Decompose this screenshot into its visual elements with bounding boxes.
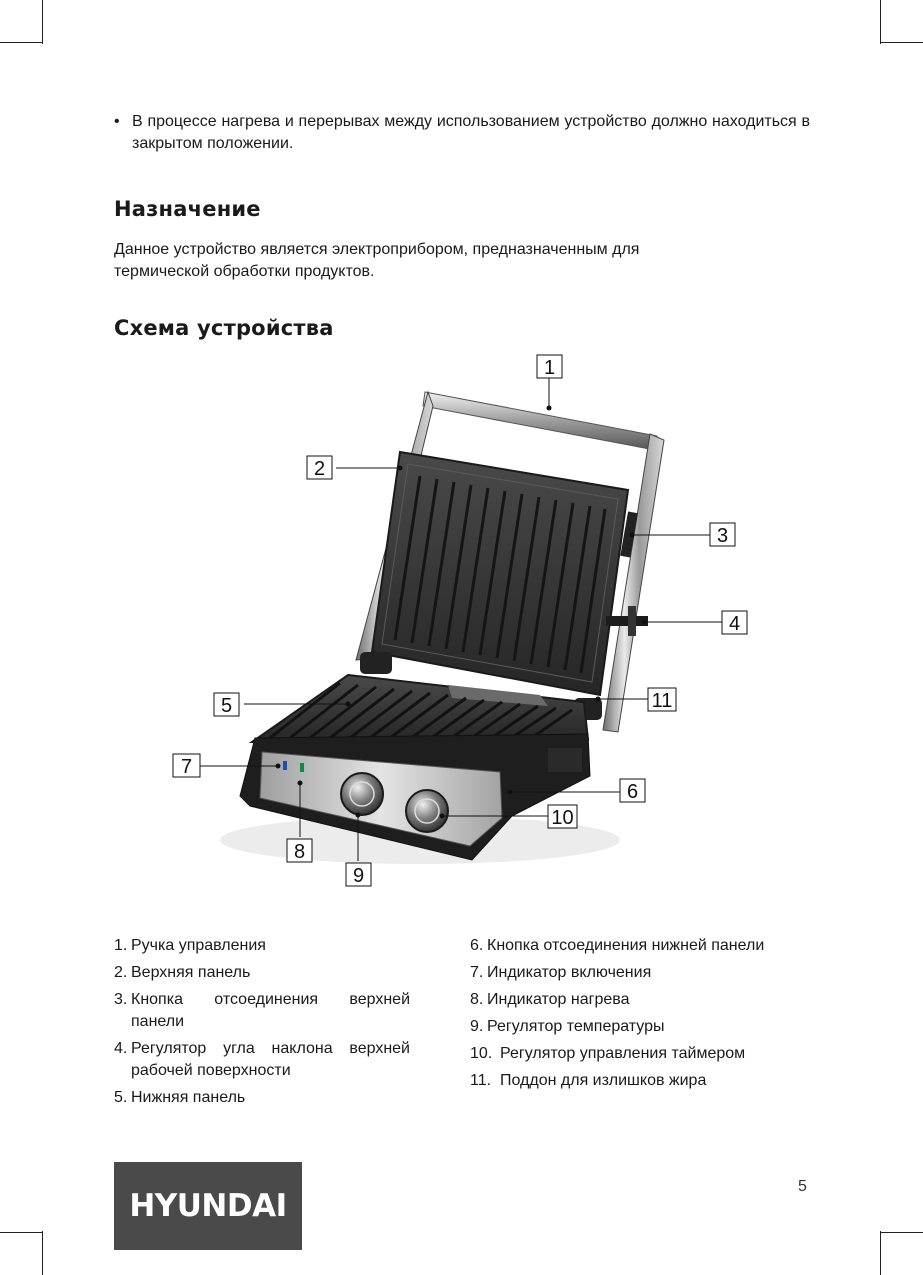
parts-list-left (114, 935, 410, 1114)
item-number: 7. (470, 964, 484, 981)
item-label: Кнопка отсоединения верхней панели (131, 991, 410, 1030)
item-label: Регулятор управления таймером (500, 1045, 746, 1062)
item-number: 10. (470, 1045, 493, 1062)
crop-mark (0, 42, 42, 43)
callout-label: 2 (313, 458, 326, 480)
item-number: 8. (470, 991, 484, 1008)
callout-4 (722, 611, 747, 635)
angle-regulator (606, 616, 648, 626)
purpose-text: Данное устройство является электроприбором, предназначенным для термической обработки продуктов. (114, 241, 640, 280)
callout-9 (346, 863, 371, 887)
item-number: 1. (114, 937, 128, 954)
callout-label: 6 (626, 781, 639, 803)
callout-label: 1 (543, 357, 556, 379)
callout-label: 9 (352, 865, 365, 887)
bullet-icon: • (114, 113, 120, 130)
grill-diagram (0, 340, 923, 900)
intro-bullet-text: В процессе нагрева и перерывах между использованием устройство должно находиться в закрытом положении. (132, 113, 810, 152)
callout-label: 7 (180, 756, 193, 778)
list-item (470, 935, 815, 957)
item-number: 6. (470, 937, 484, 954)
callout-7 (173, 754, 200, 778)
callout-label: 11 (651, 690, 673, 712)
callout-8 (287, 839, 312, 863)
item-number: 4. (114, 1040, 128, 1057)
timer-knob (406, 790, 448, 832)
callout-11 (648, 688, 676, 712)
list-item (470, 989, 815, 1011)
item-label: Поддон для излишков жира (500, 1072, 707, 1089)
list-item (114, 989, 410, 1033)
list-item (470, 1043, 815, 1065)
callout-label: 8 (293, 841, 306, 863)
crop-mark (880, 0, 881, 44)
brand-name: HYUNDAI (129, 1188, 287, 1224)
list-item (470, 1016, 815, 1038)
page-number: 5 (798, 1178, 807, 1195)
crop-mark (42, 1231, 43, 1275)
parts-list-right (470, 935, 815, 1097)
handle-bar (423, 392, 657, 450)
item-number: 3. (114, 991, 128, 1008)
temperature-knob (341, 773, 383, 815)
callout-label: 10 (551, 807, 574, 829)
item-label: Регулятор температуры (487, 1018, 665, 1035)
item-label: Кнопка отсоединения нижней панели (487, 937, 765, 954)
purpose-heading: Назначение (114, 197, 261, 221)
item-number: 9. (470, 1018, 484, 1035)
item-label: Нижняя панель (131, 1089, 246, 1106)
crop-mark (0, 1232, 42, 1233)
power-indicator (283, 761, 287, 770)
item-label: Ручка управления (131, 937, 266, 954)
intro-bullet (114, 111, 810, 155)
callout-3 (710, 523, 735, 547)
left-hinge (360, 652, 392, 674)
callout-2 (307, 456, 332, 480)
crop-mark (881, 1232, 923, 1233)
callout-label: 3 (716, 525, 729, 547)
item-label: Индикатор включения (487, 964, 652, 981)
item-label: Индикатор нагрева (487, 991, 630, 1008)
list-item (470, 1070, 815, 1092)
callout-1 (537, 355, 562, 379)
item-label: Верхняя панель (131, 964, 251, 981)
crop-mark (880, 1231, 881, 1275)
upper-plate (372, 452, 628, 695)
crop-mark (42, 0, 43, 44)
list-item (114, 962, 410, 984)
brand-logo (114, 1162, 302, 1250)
item-number: 2. (114, 964, 128, 981)
scheme-heading: Схема устройства (114, 316, 334, 340)
list-item (114, 935, 410, 957)
lower-release-button (548, 748, 582, 772)
list-item (114, 1087, 410, 1109)
callout-label: 5 (220, 695, 233, 717)
heat-indicator (300, 763, 304, 772)
item-number: 11. (470, 1072, 492, 1089)
list-item (470, 962, 815, 984)
item-label: Регулятор угла наклона верхней рабочей поверхности (131, 1040, 410, 1079)
item-number: 5. (114, 1089, 128, 1106)
callout-10 (548, 805, 577, 829)
crop-mark (881, 42, 923, 43)
callout-5 (214, 693, 239, 717)
list-item (114, 1038, 410, 1082)
callout-6 (620, 779, 645, 803)
callout-label: 4 (728, 613, 741, 635)
